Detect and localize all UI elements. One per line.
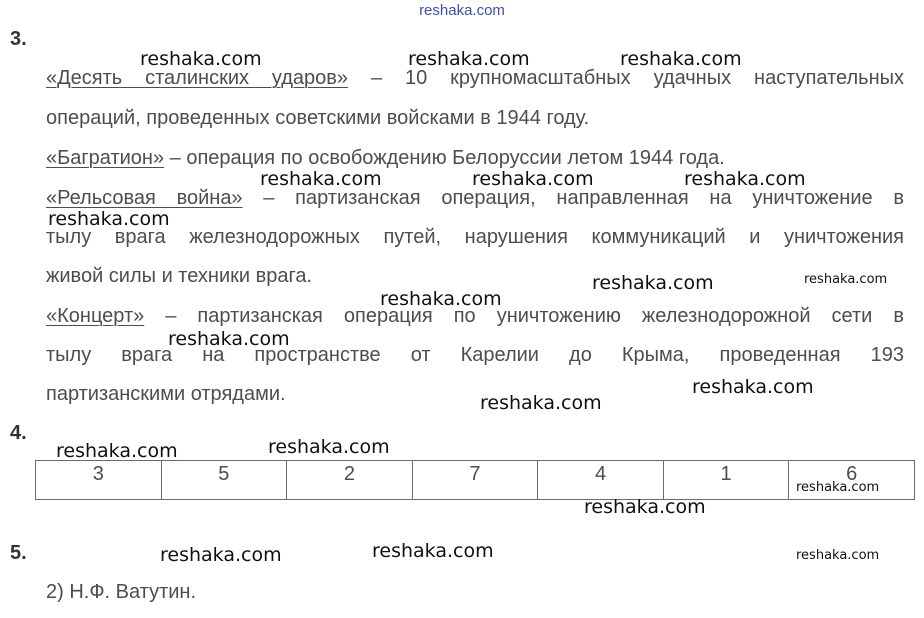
- table-cell: 1: [663, 461, 789, 500]
- watermark: reshaka.com: [584, 496, 706, 518]
- watermark: reshaka.com: [56, 440, 178, 462]
- table-cell: 5: [161, 461, 287, 500]
- q3-line-2: операций, проведенных советскими войсками в 1944 году.: [46, 107, 590, 129]
- q3-line-1-text: – 10 крупномасштабных удачных наступательных: [348, 67, 904, 89]
- watermark: reshaka.com: [140, 48, 262, 70]
- watermark: reshaka.com: [260, 168, 382, 190]
- watermark: reshaka.com: [692, 376, 814, 398]
- watermark: reshaka.com: [796, 480, 880, 495]
- watermark: reshaka.com: [408, 48, 530, 70]
- q3-line-3: [46, 146, 725, 170]
- q5-answer: 2) Н.Ф. Ватутин.: [46, 581, 196, 603]
- table-cell: 3: [36, 461, 162, 500]
- term-ten-stalin-strikes: «Десять сталинских ударов»: [46, 67, 349, 89]
- watermark: reshaka.com: [380, 288, 502, 310]
- watermark: reshaka.com: [48, 208, 170, 230]
- watermark: reshaka.com: [160, 544, 282, 566]
- table-cell: 2: [287, 461, 413, 500]
- q3-line-6: живой силы и техники врага.: [46, 265, 313, 287]
- term-rail-war: «Рельсовая война»: [46, 187, 243, 209]
- q3-line-3-text: – операция по освобождению Белоруссии летом 1944 года.: [164, 147, 725, 169]
- watermark: reshaka.com: [472, 168, 594, 190]
- site-header: reshaka.com: [419, 2, 505, 19]
- term-bagration: «Багратион»: [46, 147, 165, 169]
- watermark: reshaka.com: [268, 436, 390, 458]
- watermark: reshaka.com: [804, 272, 888, 287]
- answer-table: [35, 460, 915, 500]
- table-cell: 6: [789, 461, 915, 500]
- table-row: [36, 461, 915, 500]
- watermark: reshaka.com: [480, 392, 602, 414]
- question-4-number: 4.: [10, 422, 27, 444]
- table-cell: 7: [412, 461, 538, 500]
- watermark: reshaka.com: [592, 272, 714, 294]
- question-3-number: 3.: [10, 28, 27, 50]
- watermark: reshaka.com: [620, 48, 742, 70]
- watermark: reshaka.com: [796, 548, 880, 563]
- q3-line-4-text: – партизанская операция, направленная на уничтожение в: [242, 187, 904, 209]
- q3-line-8: тылу врага на пространстве от Карелии до Крыма, проведенная 193: [46, 344, 904, 366]
- watermark: reshaka.com: [168, 328, 290, 350]
- table-cell: 4: [538, 461, 664, 500]
- watermark: reshaka.com: [372, 540, 494, 562]
- question-5-number: 5.: [10, 542, 27, 564]
- q3-line-7-text: – партизанская операция по уничтожению железнодорожной сети в: [144, 305, 904, 327]
- watermark: reshaka.com: [684, 168, 806, 190]
- q3-line-9: партизанскими отрядами.: [46, 383, 286, 405]
- q3-line-5: тылу врага железнодорожных путей, нарушения коммуникаций и уничтожения: [46, 226, 904, 248]
- term-concert: «Концерт»: [46, 305, 145, 327]
